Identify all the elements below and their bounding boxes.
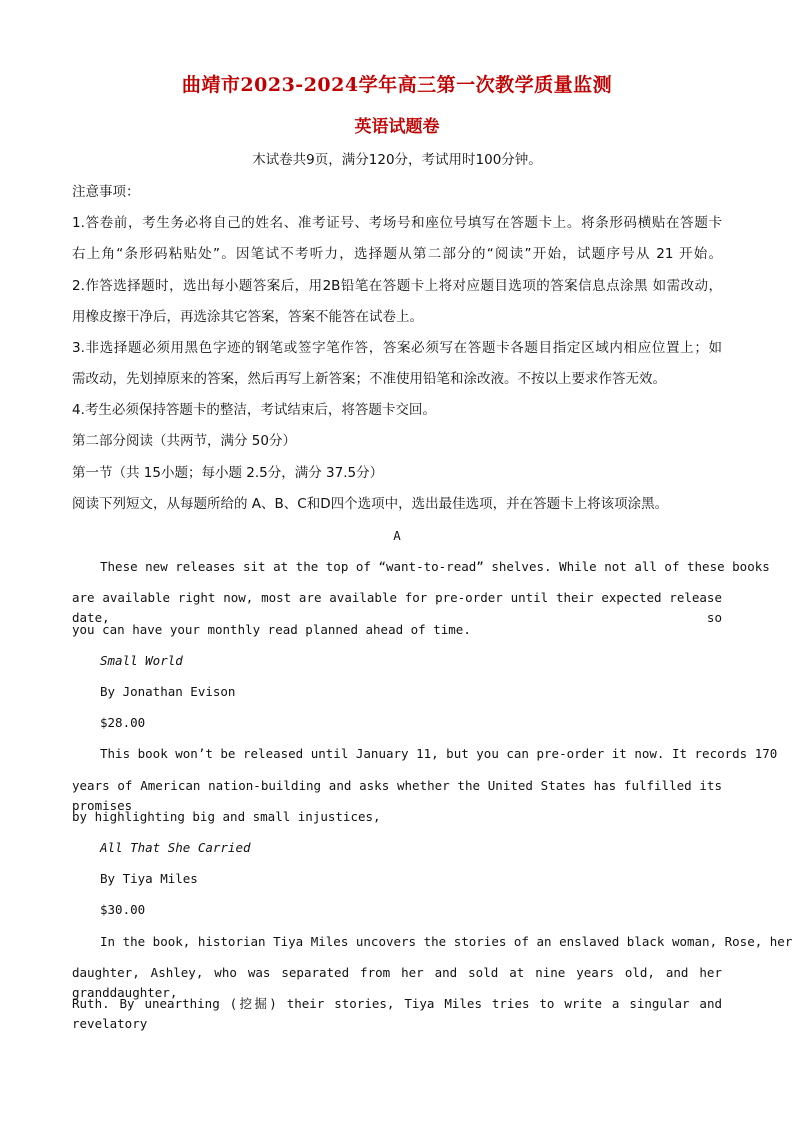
notice-line: 用橡皮擦干净后，再选涂其它答案，答案不能答在试卷上。	[72, 309, 423, 325]
book-desc-line: years of American nation-building and asks whether the United States has fulfilled its promises	[72, 778, 722, 813]
notice-line: 1.答卷前，考生务必将自己的姓名、准考证号、考场号和座位号填写在答题卡上。将条形码横贴在答题卡	[72, 215, 722, 231]
book-desc-line: This book won’t be released until January 11, but you can pre-order it now. It records 170	[100, 746, 778, 761]
section-part-heading: 第二部分阅读（共两节，满分 50分）	[72, 433, 296, 449]
passage-intro-line: These new releases sit at the top of “want-to-read” shelves. While not all of these books	[100, 559, 770, 574]
book-author: By Tiya Miles	[100, 871, 198, 886]
book-desc-line: In the book, historian Tiya Miles uncovers the stories of an enslaved black woman, Rose, her	[100, 934, 793, 949]
passage-label: A	[393, 528, 401, 543]
notice-line: 4.考生必须保持答题卡的整洁，考试结束后，将答题卡交回。	[72, 402, 436, 418]
notice-line: 右上角“条形码粘贴处”。因笔试不考听力，选择题从第二部分的“阅读”开始，试题序号从 21 开始。	[72, 246, 722, 262]
page-subtitle: 英语试题卷	[354, 117, 440, 137]
passage-intro-line: are available right now, most are available for pre-order until their expected release date, so	[72, 590, 722, 625]
section-instruction: 阅读下列短文，从每题所给的 A、B、C和D四个选项中，选出最佳选项，并在答题卡上将该项涂黑。	[72, 496, 669, 512]
notice-line: 需改动，先划掉原来的答案，然后再写上新答案；不准使用铅笔和涂改液。不按以上要求作答无效。	[72, 371, 666, 387]
notice-line: 3.非选择题必须用黑色字迹的钢笔或签字笔作答，答案必须写在答题卡各题目指定区域内相应位置上；如	[72, 340, 722, 356]
book-desc-line: Ruth. By unearthing (挖掘) their stories, Tiya Miles tries to write a singular and revelatory	[72, 996, 722, 1031]
book-price: $30.00	[100, 902, 146, 917]
exam-info: 木试卷共9页，满分120分，考试用时100分钟。	[252, 152, 542, 168]
notice-line: 2.作答选择题时，选出每小题答案后，用2B铅笔在答题卡上将对应题目选项的答案信息点涂黑 如需改动，	[72, 278, 722, 294]
book-title: Small World	[100, 653, 183, 668]
passage-intro-line: you can have your monthly read planned ahead of time.	[72, 622, 471, 637]
section-sub-heading: 第一节（共 15小题；每小题 2.5分，满分 37.5分）	[72, 465, 384, 481]
notice-heading: 注意事项：	[72, 184, 140, 200]
book-title: All That She Carried	[100, 840, 251, 855]
book-desc-line: daughter, Ashley, who was separated from her and sold at nine years old, and her granddaughter,	[72, 965, 722, 1000]
book-price: $28.00	[100, 715, 146, 730]
page-title: 曲靖市2023-2024学年高三第一次教学质量监测	[181, 74, 613, 96]
book-desc-line: by highlighting big and small injustices,	[72, 809, 381, 824]
book-author: By Jonathan Evison	[100, 684, 236, 699]
